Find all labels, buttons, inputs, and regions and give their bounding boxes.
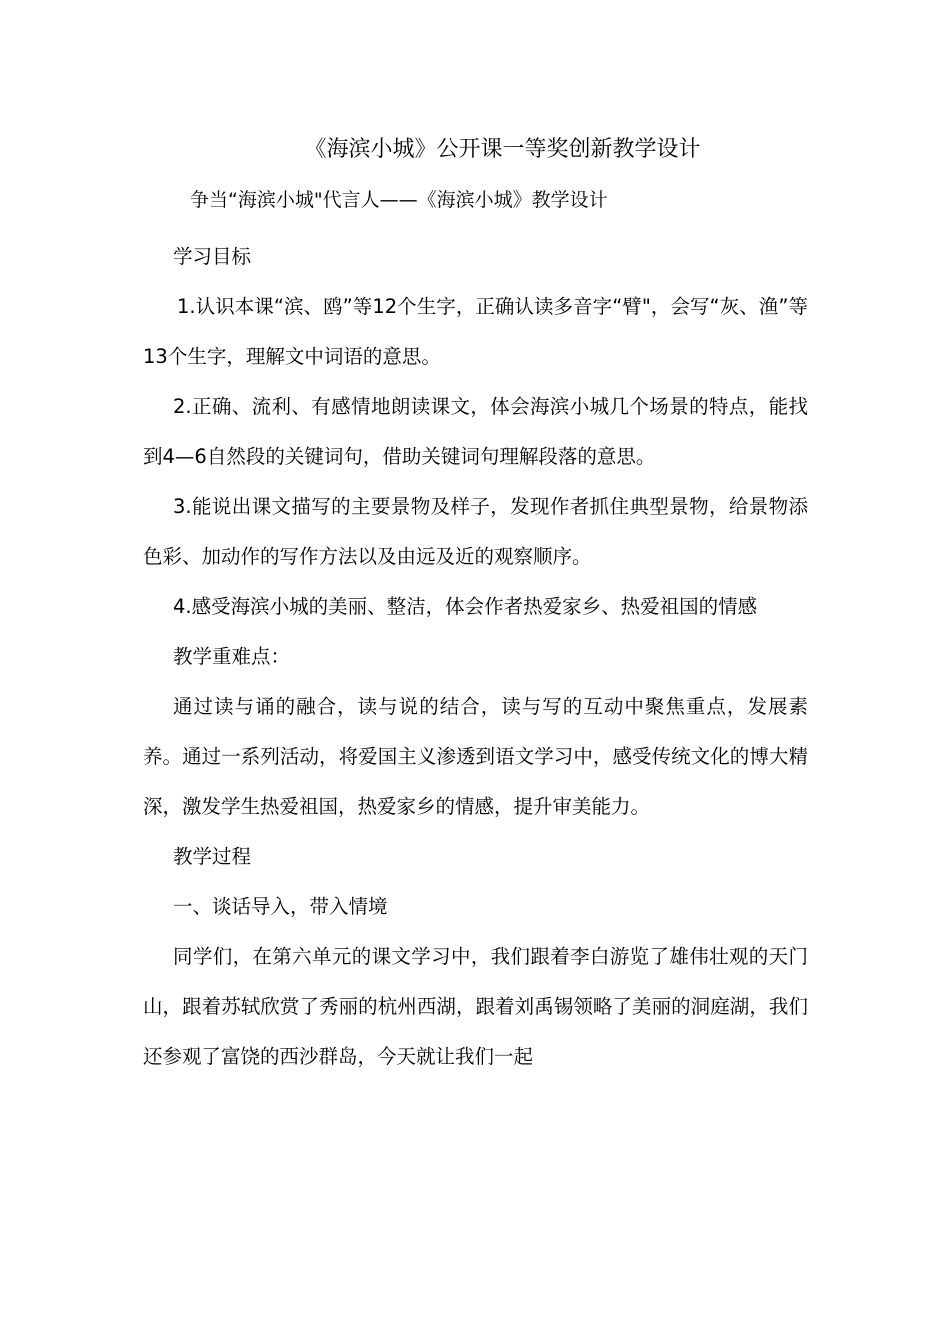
document-body bbox=[143, 232, 808, 1082]
key-points-paragraph: 通过读与诵的融合，读与说的结合，读与写的互动中聚焦重点，发展素养。通过一系列活动，将爱国主义渗透到语文学习中，感受传统文化的博大精深，激发学生热爱祖国，热爱家乡的情感，提升审美能力。 bbox=[143, 695, 808, 818]
goal-item-4: 4.感受海滨小城的美丽、整洁，体会作者热爱家乡、热爱祖国的情感 bbox=[173, 595, 758, 618]
process-step-1-paragraph: 同学们，在第六单元的课文学习中，我们跟着李白游览了雄伟壮观的天门山，跟着苏轼欣赏了秀丽的杭州西湖，跟着刘禹锡领略了美丽的洞庭湖，我们还参观了富饶的西沙群岛，今天就让我们一起 bbox=[143, 945, 808, 1068]
section-heading-process: 教学过程 bbox=[173, 845, 252, 868]
document-title: 《海滨小城》公开课一等奖创新教学设计 bbox=[304, 137, 701, 162]
goal-item-3: 3.能说出课文描写的主要景物及样子，发现作者抓住典型景物，给景物添色彩、加动作的写作方法以及由远及近的观察顺序。 bbox=[143, 495, 808, 568]
goal-item-1: 1.认识本课“滨、鸥”等12个生字，正确认读多音字“臂"，会写“灰、渔”等13个生字，理解文中词语的意思。 bbox=[143, 295, 808, 368]
process-step-1-heading: 一、谈话导入，带入情境 bbox=[173, 895, 388, 918]
section-heading-learning-goals: 学习目标 bbox=[173, 245, 252, 268]
goal-item-2: 2.正确、流利、有感情地朗读课文，体会海滨小城几个场景的特点，能找到4—6自然段的关键词句，借助关键词句理解段落的意思。 bbox=[143, 395, 808, 468]
section-heading-key-points: 教学重难点： bbox=[173, 645, 291, 668]
document-subtitle: 争当“海滨小城"代言人——《海滨小城》教学设计 bbox=[190, 189, 608, 211]
